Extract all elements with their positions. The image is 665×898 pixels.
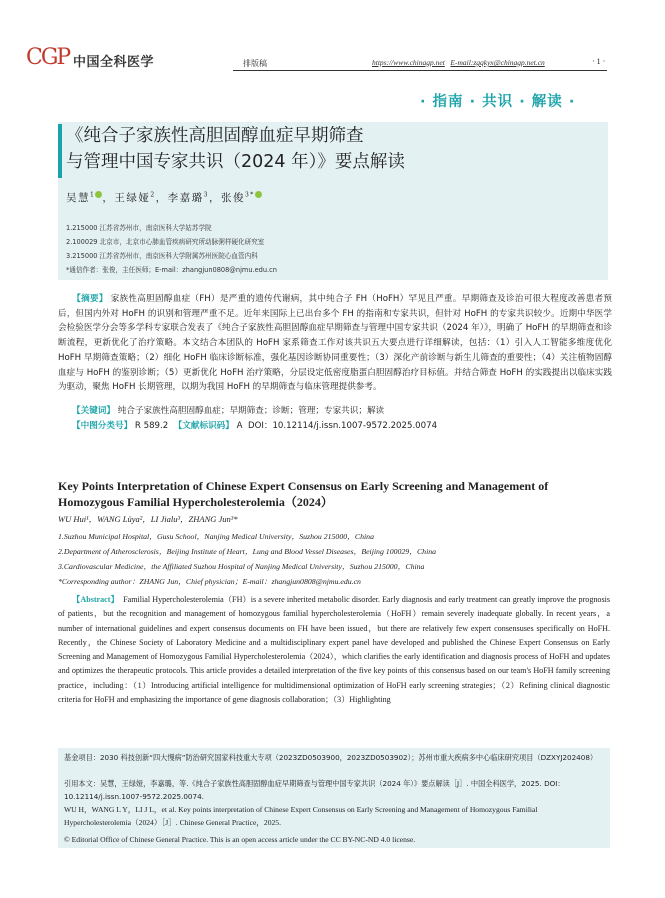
author-list: [66, 190, 262, 205]
english-corresponding-author: *Corresponding author：ZHANG Jun，Chief physician；E-mail：zhangjun0808@njmu.edu.cn: [58, 577, 361, 586]
corresponding-author: *通信作者：张俊，主任医师；E-mail：zhangjun0808@njmu.edu.cn: [66, 266, 277, 274]
journal-logo: [26, 45, 198, 71]
doi[interactable]: DOI：10.12114/j.issn.1007-9572.2025.0074: [247, 421, 438, 431]
keywords-line: [72, 404, 384, 416]
website-link[interactable]: https://www.chinagp.net: [372, 58, 445, 67]
title-accent-bar: [58, 124, 62, 178]
affiliation-1: 1.215000 江苏省苏州市，南京医科大学姑苏学院: [66, 224, 212, 232]
english-affiliation-3: 3.Cardiovascular Medicine，the Affiliated Suzhou Hospital of Nanjing Medical University，Suzhou 215000，China: [58, 562, 425, 571]
citation-zh: 引用本文：吴慧，王绿娅，李嘉璐，等.《纯合子家族性高胆固醇血症早期筛查与管理中国专家共识（2024 年）》要点解读［J］. 中国全科医学，2025. DOI：10.12114/j.issn.1007-9572.2025.0074.: [64, 779, 565, 801]
author-sup: 1: [90, 191, 96, 199]
english-title: Key Points Interpretation of Chinese Expert Consensus on Early Screening and Management of Homozygous Familial Hypercholesterolemia（2024）: [58, 479, 549, 509]
author-name: ，张俊: [208, 192, 245, 204]
abstract-zh: [58, 292, 612, 395]
logo-mark: CGP: [26, 45, 70, 70]
abstract-text: 家族性高胆固醇血症（FH）是严重的遗传代谢病，其中纯合子 FH（HoFH）罕见且严重。早期筛查及诊治可很大程度改善患者预后，但国内外对 HoFH 的识别和管理严重不足。近年来国际上已出台多个 FH 的指南和专家共识，但针对 HoFH 的专家共识较少。近期中华医学会检验医学分会等多学科专家联合发表了《纯合子家族性高胆固醇血症早期筛查与管理中国专家共识（2024 年）》，明确了 HoFH 的早期筛查和诊断流程，更新优化了治疗策略。本文结合本团队的 HoFH 家系筛查工作对该共识五大要点进行详细解读，包括：（1）引入人工智能多维度优化 HoFH 早期筛查策略；（2）细化 HoFH 临床诊断标准，强化基因诊断协同重要性；（3）深化产前诊断与新生儿筛查的重要性；（4）关注植物固醇血症与 HoFH 的鉴别诊断；（5）更新优化 HoFH 治疗策略，分层设定低密度脂蛋白胆固醇治疗目标值。并结合筛查 HoFH 的实践提出以临床实践为驱动，聚焦 HoFH 长期管理，以期为我国 HoFH 的早期筛查与临床管理提供参考。: [58, 294, 612, 393]
email-link[interactable]: E-mail:zgqkyx@chinagp.net.cn: [450, 58, 545, 67]
page-number: · 1 ·: [592, 57, 606, 66]
section-banner: · 指南 · 共识 · 解读 ·: [420, 94, 576, 110]
affiliation-3: 3.215000 江苏省苏州市，南京医科大学附属苏州医院心血管内科: [66, 252, 258, 260]
header-divider: [233, 70, 607, 71]
english-abstract: [58, 593, 610, 707]
author-name: 吴慧: [66, 192, 90, 204]
english-authors: WU Hui¹，WANG Lüya²，LI Jialu³，ZHANG Jun³*: [58, 514, 238, 524]
copyright-notice: © Editorial Office of Chinese General Practice. This is an open access article under the CC BY-NC-ND 4.0 license.: [64, 835, 416, 844]
draft-label: 排版稿: [243, 59, 267, 68]
abstract-label: 【摘要】: [72, 294, 108, 304]
orcid-icon[interactable]: [255, 191, 262, 198]
doc-code: A: [236, 421, 243, 431]
article-title: [66, 123, 405, 175]
english-abstract-label: 【Abstract】: [72, 595, 119, 604]
english-abstract-text: Familial Hypercholesterolemia（FH）is a severe inherited metabolic disorder. Early diagnosis and early treatment can greatly improve the prognosis of patients，but the recognition and management of homozygous familial hypercholesterolemia（HoFH）remain severely inadequate globally. In recent years，a number of international guidelines and expert consensus documents on FH have been issued，but there are relatively few expert consensuses specifically on HoFH. Recently，the Chinese Society of Laboratory Medicine and a multidisciplinary expert panel have developed and published the Chinese Expert Consensus on Early Screening and Management of Homozygous Familial Hypercholesterolemia（2024），which clarifies the early identification and diagnosis process of HoFH and updates and optimizes the therapeutic protocols. This article provides a detailed interpretation of the five key points of this consensus based on our team's HoFH family screening practice，including：（1）Introducing artificial intelligence for multidimensional optimization of HoFH early screening strategies；（2）Refining clinical diagnostic criteria for HoFH and emphasizing the importance of gene diagnosis collaboration；（3）Highlighting: [58, 595, 611, 705]
author-sup: 3: [203, 191, 209, 199]
author-sup: 3*: [244, 191, 255, 199]
fund-note: 基金项目：2030 科技创新“四大慢病”防治研究国家科技重大专项（2023ZD0503900，2023ZD0503902）；苏州市重大疾病多中心临床研究项目（DZXYJ202408）: [64, 753, 598, 762]
doc-code-label: 【文献标识码】: [173, 421, 234, 431]
clc-label: 【中图分类号】: [72, 421, 133, 431]
citation-en: WU H，WANG L Y，LI J L，et al. Key points interpretation of Chinese Expert Consensus on Early Screening and Management of Homozygous Familial Hypercholesterolemia（2024）［J］. Chinese General Practice，2025.: [64, 805, 538, 827]
title-line-1: 《纯合子家族性高胆固醇血症早期筛查: [66, 126, 364, 146]
affiliation-2: 2.100029 北京市，北京市心肺血管疾病研究所动脉粥样硬化研究室: [66, 238, 265, 246]
header-links: [372, 58, 545, 67]
title-line-2: 与管理中国专家共识（2024 年）》要点解读: [66, 152, 405, 172]
classification-line: [72, 419, 437, 431]
english-affiliation-1: 1.Suzhou Municipal Hospital，Gusu School，Nanjing Medical University，Suzhou 215000，China: [58, 532, 374, 541]
english-affiliation-2: 2.Department of Atherosclerosis，Beijing Institute of Heart，Lung and Blood Vessel Diseases，Beijing 100029，China: [58, 547, 437, 556]
author-sup: 2: [150, 191, 156, 199]
keywords-label: 【关键词】: [72, 406, 115, 416]
author-name: ，李嘉璐: [155, 192, 204, 204]
clc-code: R 589.2: [134, 421, 169, 431]
keywords: 纯合子家族性高胆固醇血症；早期筛查；诊断；管理；专家共识；解读: [117, 406, 385, 416]
author-name: ，王绿娅: [102, 192, 151, 204]
logo-text: 中国全科医学: [73, 55, 155, 70]
